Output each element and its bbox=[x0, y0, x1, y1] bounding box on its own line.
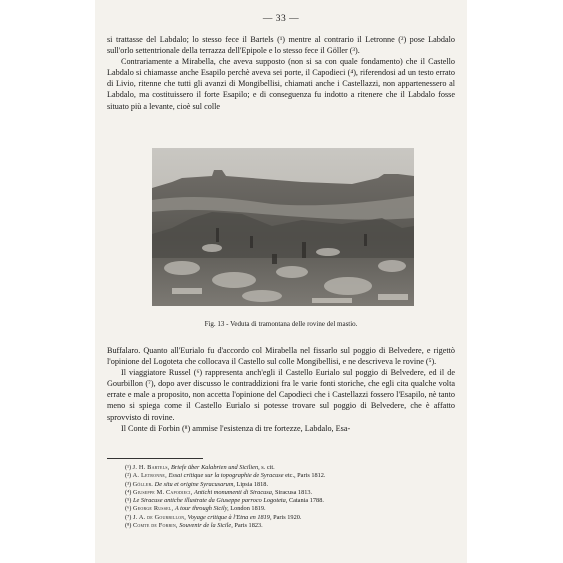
footnote bbox=[125, 514, 455, 522]
footnote-mark: (¹) bbox=[125, 464, 132, 471]
footnote-author: J. A. de Gourbillon, bbox=[132, 513, 187, 521]
footnote-author: J. H. Bartels, bbox=[132, 464, 170, 471]
footnote-author: Comte de Forbin, bbox=[132, 522, 178, 530]
figure-caption: Fig. 13 - Veduta di tramontana delle rovine del mastio. bbox=[204, 320, 358, 328]
footnote bbox=[125, 489, 455, 497]
footnote bbox=[125, 464, 455, 472]
footnote-title: Essai critique sur la topographie de Syracuse bbox=[168, 472, 284, 480]
paragraph: si trattasse del Labdalo; lo stesso fece il Bartels (¹) mentre al contrario il Letronne (²) pose Labdalo sull'orlo settentrionale della terrazza dell'Epipole e lo stesso fece il Göller (³). bbox=[107, 35, 455, 56]
paragraph: Buffalaro. Quanto all'Eurialo fu d'accordo col Mirabella nel fissarlo sul poggio di Belvedere, e rigettò l'opinione del Logoteta che collocava il Castello sul colle Mongibellisi, e ne descriveva le rovine (⁵). bbox=[107, 346, 455, 367]
footnote-rest: Paris 1920. bbox=[273, 513, 302, 521]
footnote-mark: (⁵) bbox=[125, 497, 132, 505]
footnote-mark: (²) bbox=[125, 472, 132, 480]
footnote bbox=[125, 481, 455, 489]
footnote-mark: (⁸) bbox=[125, 522, 132, 530]
figure-photo-ruins bbox=[152, 148, 414, 306]
footnote-title: De situ et origine Syracusarum, bbox=[154, 480, 235, 488]
footnote-rest: etc., Paris 1812. bbox=[285, 472, 326, 480]
footnote-rest: Paris 1823. bbox=[234, 522, 263, 530]
footnote bbox=[125, 497, 455, 505]
footnote-title: Antichi monumenti di Siracusa, bbox=[194, 488, 274, 496]
footnote-author: George Russel, bbox=[132, 505, 174, 513]
footnote-author: Giuseppe M. Capodieci, bbox=[132, 488, 193, 496]
footnote bbox=[125, 522, 455, 530]
body-text-bottom bbox=[107, 345, 455, 434]
footnote-mark: (³) bbox=[125, 480, 132, 488]
document-page bbox=[95, 0, 467, 563]
footnote-mark: (⁷) bbox=[125, 513, 132, 521]
footnote bbox=[125, 472, 455, 480]
footnote-rest: Lipsia 1818. bbox=[236, 480, 269, 488]
body-text-top bbox=[107, 34, 455, 112]
footnotes bbox=[125, 464, 455, 530]
paragraph: Il viaggiatore Russel (⁶) rappresenta anch'egli il Castello Eurialo sul poggio di Belvedere, ed il de Gourbillon (⁷), dopo aver discusso le contraddizioni fra le varie fonti storiche, che egli cita qualche volta errate e male a proposito, non accetta l'opinione del Capodieci che i Castellazzi fossero l'Esapilo, nè tanto meno si spiega come il Castello Eurialo si potesse trovare sul poggio di Belvedere, che è affatto sprovvisto di rovine. bbox=[107, 368, 455, 422]
footnote-rest: Siracusa 1813. bbox=[275, 488, 313, 496]
footnote-mark: (⁶) bbox=[125, 505, 132, 513]
footnote-title: Le Siracuse antiche illustrate da Giuseppe parroco Logoteta, bbox=[132, 497, 288, 505]
footnote-rest: s. cit. bbox=[261, 464, 275, 471]
footnote-rest: London 1819. bbox=[230, 505, 266, 513]
footnote-mark: (⁴) bbox=[125, 488, 132, 496]
footnote-author: Göller. bbox=[132, 480, 154, 488]
footnote bbox=[125, 505, 455, 513]
footnote-title: A tour through Sicily, bbox=[174, 505, 229, 513]
footnote-title: Briefe über Kalabrien und Sicilien, bbox=[171, 464, 260, 471]
footnote-rest: Catania 1788. bbox=[288, 497, 324, 505]
paragraph: Contrariamente a Mirabella, che aveva supposto (non si sa con quale fondamento) che il Castello Labdalo si chiamasse anche Esapilo perchè aveva sei porte, il Capodieci (⁴), riferendosi ad un testo errato di Livio, ritenne che tutti gli avanzi di Mongibellisi, chiamati anche i Castellazzi, non appartenessero al Labdalo, ma costituissero il forte Esapilo; e di conseguenza fu indotto a ritenere che il Labdalo fosse situato più a levante, cioè sul colle bbox=[107, 57, 455, 111]
footnote-title: Voyage critique à l'Etna en 1819, bbox=[187, 513, 272, 521]
footnote-rule bbox=[107, 458, 203, 459]
footnote-author: A. Letronne, bbox=[132, 472, 167, 480]
paragraph: Il Conte di Forbin (⁸) ammise l'esistenza di tre fortezze, Labdalo, Esa- bbox=[121, 423, 351, 433]
page-number: — 33 — bbox=[262, 14, 300, 24]
ruins-photograph bbox=[152, 148, 414, 306]
footnote-title: Souvenir de la Sicile, bbox=[179, 522, 233, 530]
